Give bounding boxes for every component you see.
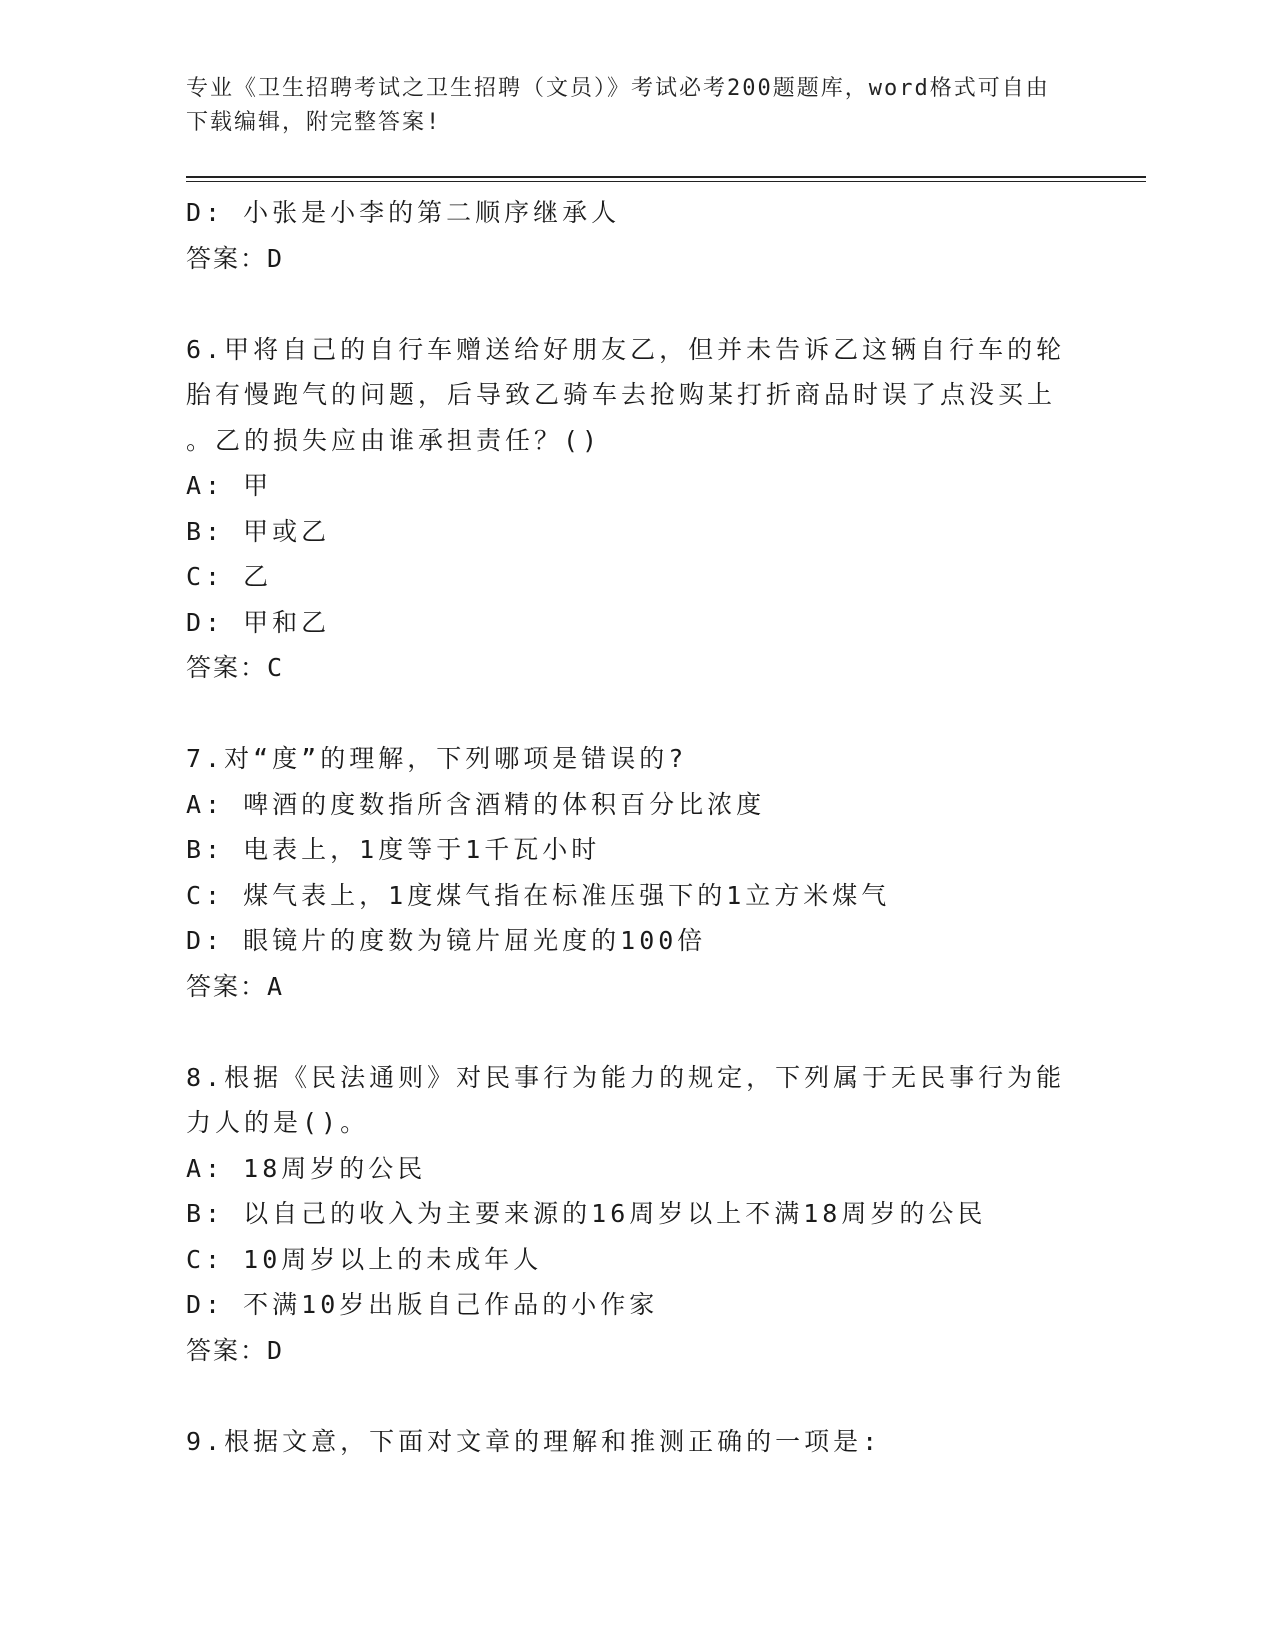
spacer [186, 1009, 1066, 1055]
question-content [186, 190, 1066, 1464]
question-7 [186, 736, 1066, 1009]
header-rule-thin [186, 181, 1146, 182]
answer-line: 答案：C [186, 653, 285, 682]
answer-line: 答案：D [186, 243, 285, 273]
answer-line: 答案：A [186, 971, 285, 1001]
option-a: A: 啤酒的度数指所含酒精的体积百分比浓度 [186, 789, 766, 819]
spacer [186, 1373, 1066, 1419]
option-d: D: 不满10岁出版自己作品的小作家 [186, 1290, 659, 1319]
option-d: D: 小张是小李的第二顺序继承人 [186, 198, 621, 227]
question-stem-line: 力人的是()。 [186, 1108, 370, 1137]
question-stem-line: 。乙的损失应由谁承担责任？() [186, 425, 602, 455]
option-a: A: 甲 [186, 471, 273, 500]
question-9 [186, 1419, 1066, 1465]
question-stem-line: 8.根据《民法通则》对民事行为能力的规定，下列属于无民事行为能 [186, 1062, 1066, 1092]
option-b: B: 甲或乙 [186, 516, 331, 546]
option-b: B: 电表上，1度等于1千瓦小时 [186, 835, 601, 864]
option-c: C: 10周岁以上的未成年人 [186, 1244, 543, 1274]
question-6 [186, 327, 1066, 691]
question-stem-line: 7.对“度”的理解，下列哪项是错误的? [186, 744, 688, 773]
spacer [186, 691, 1066, 737]
option-c: C: 乙 [186, 562, 273, 591]
question-stem-line: 胎有慢跑气的问题，后导致乙骑车去抢购某打折商品时误了点没买上 [186, 380, 1057, 409]
previous-question-tail [186, 190, 1066, 281]
option-c: C: 煤气表上，1度煤气指在标准压强下的1立方米煤气 [186, 880, 891, 910]
answer-line: 答案：D [186, 1335, 285, 1365]
option-d: D: 甲和乙 [186, 607, 331, 637]
spacer [186, 281, 1066, 327]
document-header: 专业《卫生招聘考试之卫生招聘（文员）》考试必考200题题库，word格式可自由下载编辑，附完整答案! [186, 76, 1050, 135]
question-8 [186, 1055, 1066, 1374]
option-a: A: 18周岁的公民 [186, 1153, 427, 1183]
option-d: D: 眼镜片的度数为镜片屈光度的100倍 [186, 926, 707, 955]
question-stem-line: 6.甲将自己的自行车赠送给好朋友乙，但并未告诉乙这辆自行车的轮 [186, 334, 1066, 364]
question-stem-line: 9.根据文意，下面对文章的理解和推测正确的一项是: [186, 1426, 882, 1456]
header-rule [186, 176, 1146, 178]
option-b: B: 以自己的收入为主要来源的16周岁以上不满18周岁的公民 [186, 1199, 987, 1228]
